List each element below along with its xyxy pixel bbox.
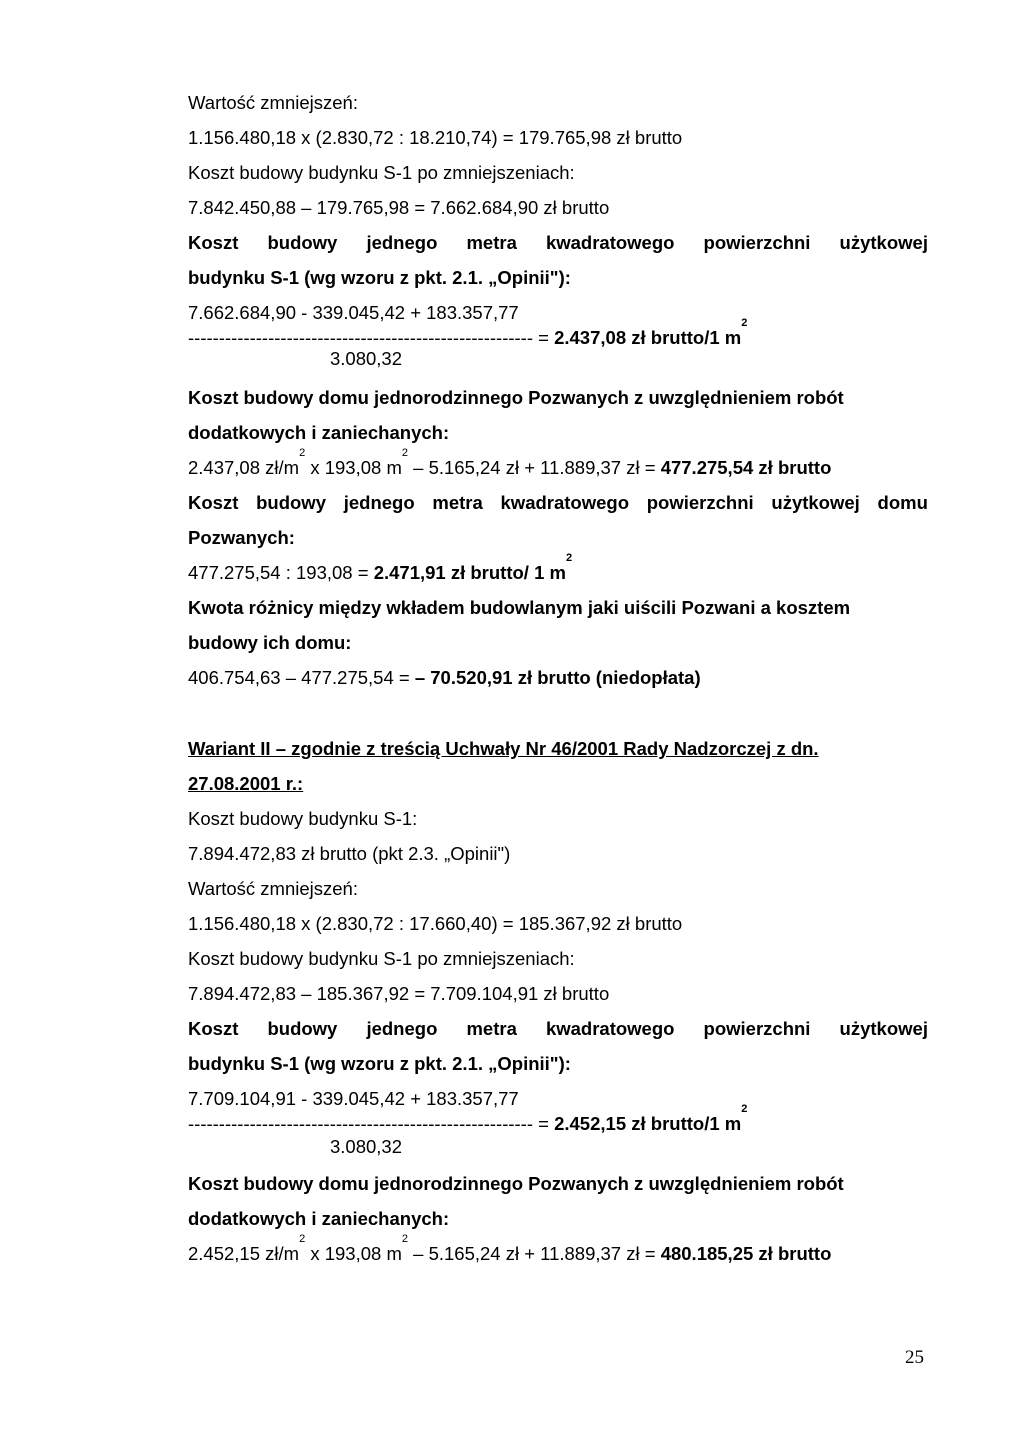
- s1-after-label: Koszt budowy budynku S-1 po zmniejszeniach:: [188, 162, 575, 183]
- word: domu: [877, 492, 928, 513]
- word: budowy: [267, 1018, 338, 1039]
- house-calc: [188, 447, 832, 479]
- diff-heading-line1: Kwota różnicy między wkładem budowlanym jaki uiścili Pozwani a kosztem: [188, 597, 851, 618]
- v2-s1-label: Koszt budowy budynku S-1:: [188, 808, 418, 829]
- word: budowy: [267, 232, 338, 253]
- word: kwadratowego: [500, 492, 630, 513]
- fraction-denominator: 3.080,32: [330, 348, 403, 369]
- diff-heading-line2: budowy ich domu:: [188, 632, 352, 653]
- word: kwadratowego: [545, 232, 675, 253]
- v2-s1-after-calc: 7.894.472,83 – 185.367,92 = 7.709.104,91 zł brutto: [188, 983, 610, 1004]
- superscript: 2: [299, 447, 306, 459]
- word: powierzchni: [703, 232, 811, 253]
- word: metra: [466, 1018, 517, 1039]
- sqm-heading-line2: budynku S-1 (wg wzoru z pkt. 2.1. „Opinii"):: [188, 267, 571, 288]
- v2-sqm-heading-line2: budynku S-1 (wg wzoru z pkt. 2.1. „Opinii"):: [188, 1053, 571, 1074]
- calc-part: 2.437,08 zł/m: [188, 457, 300, 478]
- house-heading-line1: Koszt budowy domu jednorodzinnego Pozwanych z uwzględnieniem robót: [188, 387, 844, 408]
- calc-part: x 193,08 m: [305, 457, 402, 478]
- word: użytkowej: [839, 232, 928, 253]
- calc-part: 477.275,54 : 193,08 =: [188, 562, 374, 583]
- calc-part: – 5.165,24 zł + 11.889,37 zł =: [408, 457, 661, 478]
- word: Koszt: [188, 232, 239, 253]
- v2-fraction-denominator: 3.080,32: [330, 1136, 403, 1157]
- v2-house-heading-line1: Koszt budowy domu jednorodzinnego Pozwanych z uwzględnieniem robót: [188, 1173, 844, 1194]
- superscript: 2: [401, 1233, 408, 1245]
- calc-part: 2.452,15 zł/m: [188, 1243, 300, 1264]
- fraction-result: 2.452,15 zł brutto/1 m: [554, 1113, 742, 1134]
- fraction-bar: -------------------------------------------------------- =: [188, 1113, 555, 1134]
- calc-result: 2.471,91 zł brutto/ 1 m: [373, 562, 566, 583]
- sqm-heading-line1: [188, 232, 928, 254]
- fraction-line: [188, 317, 748, 349]
- word: użytkowej: [771, 492, 860, 513]
- word: powierzchni: [703, 1018, 811, 1039]
- fraction-numerator: 7.662.684,90 - 339.045,42 + 183.357,77: [188, 302, 519, 323]
- page-number: 25: [905, 1347, 924, 1368]
- word: budowy: [256, 492, 326, 513]
- calc-result: 477.275,54 zł brutto: [660, 457, 832, 478]
- word: metra: [466, 232, 517, 253]
- v2-fraction-numerator: 7.709.104,91 - 339.045,42 + 183.357,77: [188, 1088, 519, 1109]
- house-sqm-heading-line1: [188, 492, 928, 514]
- v2-s1-after-label: Koszt budowy budynku S-1 po zmniejszeniach:: [188, 948, 575, 969]
- reductions-label: Wartość zmniejszeń:: [188, 92, 358, 113]
- word: jednego: [343, 492, 415, 513]
- superscript: 2: [299, 1233, 306, 1245]
- calc-result: – 70.520,91 zł brutto (niedopłata): [414, 667, 701, 688]
- superscript: 2: [741, 1103, 748, 1115]
- v2-sqm-heading-line1: [188, 1018, 928, 1040]
- v2-s1-value: 7.894.472,83 zł brutto (pkt 2.3. „Opinii"): [188, 843, 511, 864]
- calc-part: x 193,08 m: [305, 1243, 402, 1264]
- house-sqm-calc: [188, 552, 573, 584]
- fraction-result: 2.437,08 zł brutto/1 m: [554, 327, 742, 348]
- v2-house-calc: [188, 1233, 832, 1265]
- word: powierzchni: [646, 492, 754, 513]
- variant2-title-line1: Wariant II – zgodnie z treścią Uchwały Nr 46/2001 Rady Nadzorczej z dn.: [188, 738, 819, 759]
- word: kwadratowego: [545, 1018, 675, 1039]
- v2-reductions-label: Wartość zmniejszeń:: [188, 878, 358, 899]
- calc-part: – 5.165,24 zł + 11.889,37 zł =: [408, 1243, 661, 1264]
- house-sqm-heading-line2: Pozwanych:: [188, 527, 295, 548]
- diff-calc: [188, 667, 701, 689]
- s1-after-calc: 7.842.450,88 – 179.765,98 = 7.662.684,90 zł brutto: [188, 197, 610, 218]
- calc-part: 406.754,63 – 477.275,54 =: [188, 667, 415, 688]
- word: jednego: [366, 232, 438, 253]
- word: użytkowej: [839, 1018, 928, 1039]
- reductions-calc: 1.156.480,18 x (2.830,72 : 18.210,74) = 179.765,98 zł brutto: [188, 127, 683, 148]
- word: Koszt: [188, 1018, 239, 1039]
- v2-house-heading-line2: dodatkowych i zaniechanych:: [188, 1208, 450, 1229]
- v2-reductions-calc: 1.156.480,18 x (2.830,72 : 17.660,40) = 185.367,92 zł brutto: [188, 913, 683, 934]
- superscript: 2: [565, 552, 573, 564]
- word: Koszt: [188, 492, 239, 513]
- v2-fraction-line: [188, 1103, 748, 1135]
- house-heading-line2: dodatkowych i zaniechanych:: [188, 422, 450, 443]
- word: metra: [432, 492, 483, 513]
- fraction-bar: -------------------------------------------------------- =: [188, 327, 555, 348]
- superscript: 2: [401, 447, 408, 459]
- word: jednego: [366, 1018, 438, 1039]
- calc-result: 480.185,25 zł brutto: [660, 1243, 832, 1264]
- superscript: 2: [741, 317, 748, 329]
- variant2-title-line2: 27.08.2001 r.:: [188, 773, 304, 794]
